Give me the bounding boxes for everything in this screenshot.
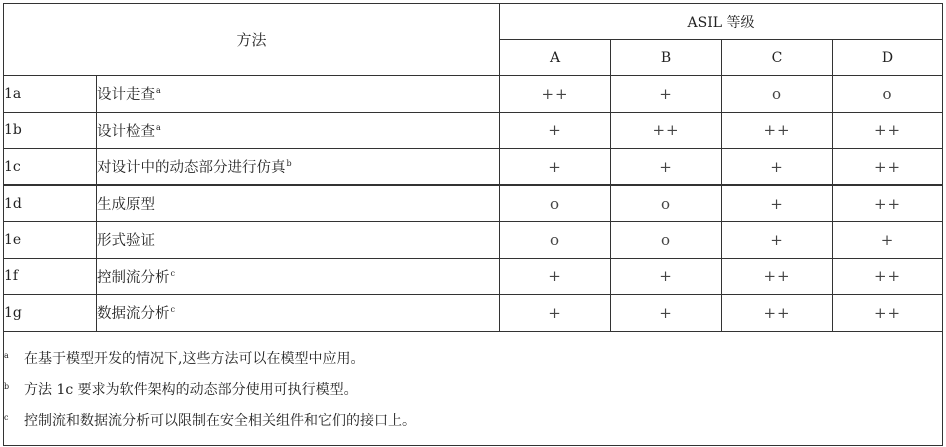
table-notes: [4, 331, 943, 445]
method-name: 设计检查: [97, 123, 155, 140]
rating-asil-c: ++: [722, 112, 833, 149]
table-row: [4, 258, 943, 295]
method-id: 1d: [4, 185, 97, 222]
method-id: 1a: [4, 76, 97, 113]
note-key: b: [4, 381, 10, 391]
footnote-mark: a: [156, 86, 161, 96]
table-row: [4, 222, 943, 259]
method-name-cell: [97, 258, 500, 295]
rating-asil-a: +: [500, 112, 611, 149]
method-name-cell: [97, 185, 500, 222]
footnote-mark: c: [170, 305, 175, 315]
method-name-cell: [97, 149, 500, 186]
rating-asil-c: +: [722, 222, 833, 259]
rating-asil-b: ++: [611, 112, 722, 149]
method-name-cell: [97, 112, 500, 149]
method-name-cell: [97, 76, 500, 113]
rating-asil-b: o: [611, 185, 722, 222]
rating-asil-d: ++: [833, 149, 943, 186]
note-key: c: [4, 412, 9, 422]
rating-asil-a: o: [500, 185, 611, 222]
rating-asil-b: o: [611, 222, 722, 259]
rating-asil-c: +: [722, 185, 833, 222]
rating-asil-a: ++: [500, 76, 611, 113]
asil-level-c-header: C: [722, 40, 833, 76]
table-row: [4, 185, 943, 222]
method-column-header: 方法: [4, 4, 500, 76]
table-note: [4, 404, 942, 435]
rating-asil-c: ++: [722, 258, 833, 295]
footnote-mark: a: [156, 122, 161, 132]
method-id: 1e: [4, 222, 97, 259]
method-name: 生成原型: [97, 197, 155, 213]
method-name: 形式验证: [97, 233, 155, 250]
method-name: 控制流分析: [97, 269, 170, 286]
rating-asil-d: o: [833, 76, 943, 113]
table-note: [4, 342, 942, 373]
table-row: [4, 295, 943, 332]
table-note: [4, 373, 942, 404]
method-name: 对设计中的动态部分进行仿真: [97, 160, 286, 176]
notes-row: [4, 331, 943, 445]
rating-asil-a: +: [500, 295, 611, 332]
rating-asil-b: +: [611, 258, 722, 295]
rating-asil-b: +: [611, 295, 722, 332]
method-id: 1c: [4, 149, 97, 186]
rating-asil-c: o: [722, 76, 833, 113]
rating-asil-d: +: [833, 222, 943, 259]
asil-level-b-header: B: [611, 40, 722, 76]
note-text: 在基于模型开发的情况下,这些方法可以在模型中应用。: [24, 350, 365, 367]
table-row: [4, 149, 943, 186]
rating-asil-c: ++: [722, 295, 833, 332]
footnote-mark: c: [170, 268, 175, 278]
rating-asil-d: ++: [833, 112, 943, 149]
footnote-mark: b: [286, 159, 292, 168]
rating-asil-a: o: [500, 222, 611, 259]
method-name: 数据流分析: [97, 306, 170, 323]
asil-methods-table: [3, 3, 943, 446]
note-text: 方法 1c 要求为软件架构的动态部分使用可执行模型。: [24, 381, 358, 398]
table-row: [4, 112, 943, 149]
rating-asil-d: ++: [833, 185, 943, 222]
method-id: 1g: [4, 295, 97, 332]
rating-asil-b: +: [611, 76, 722, 113]
asil-level-header: ASIL 等级: [500, 4, 943, 40]
rating-asil-a: +: [500, 149, 611, 186]
rating-asil-a: +: [500, 258, 611, 295]
rating-asil-b: +: [611, 149, 722, 186]
rating-asil-d: ++: [833, 258, 943, 295]
method-name-cell: [97, 222, 500, 259]
asil-level-a-header: A: [500, 40, 611, 76]
method-id: 1f: [4, 258, 97, 295]
note-key: a: [4, 350, 9, 360]
method-name-cell: [97, 295, 500, 332]
method-name: 设计走查: [97, 87, 155, 104]
asil-level-d-header: D: [833, 40, 943, 76]
rating-asil-c: +: [722, 149, 833, 186]
rating-asil-d: ++: [833, 295, 943, 332]
note-text: 控制流和数据流分析可以限制在安全相关组件和它们的接口上。: [24, 412, 416, 429]
method-id: 1b: [4, 112, 97, 149]
table-row: [4, 76, 943, 113]
